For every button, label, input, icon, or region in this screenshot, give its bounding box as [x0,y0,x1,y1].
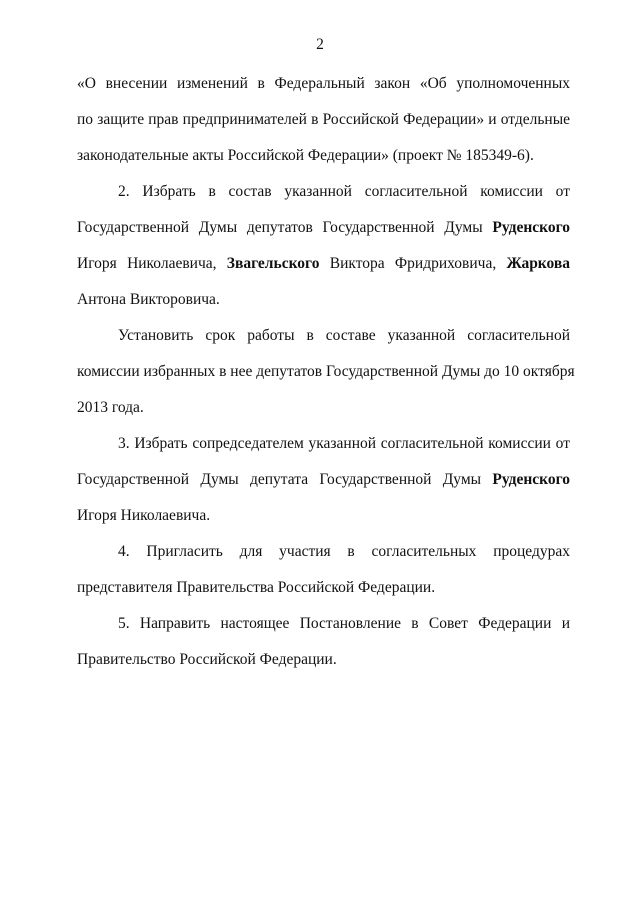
text-line: комиссии избранных в нее депутатов Государственной Думы до 10 октября [77,363,575,380]
deputy-surname: Руденского [492,219,571,236]
text-line: по защите прав предпринимателей в Российской Федерации» и отдельные [77,111,570,128]
deputy-surname: Руденского [492,471,571,488]
text-line: представителя Правительства Российской Федерации. [77,579,436,596]
paragraph-item-4 [77,534,570,606]
paragraph-item-2 [77,174,570,318]
text-line: 5. Направить настоящее Постановление в Совет Федерации и [118,615,570,632]
document-body [77,66,575,678]
text-line: Установить срок работы в составе указанной согласительной [118,327,570,344]
text-line: «О внесении изменений в Федеральный закон «Об уполномоченных [77,75,570,92]
text-line: законодательные акты Российской Федерации» (проект № 185349-6). [77,147,534,164]
deputy-surname: Жаркова [506,255,571,272]
paragraph-item-3 [77,426,570,534]
text-line: 2. Избрать в состав указанной согласительной комиссии от [118,183,570,200]
text-fragment: Государственной Думы депутата Государственной Думы [77,471,482,488]
text-line: Антона Викторовича. [77,291,220,308]
text-line [77,210,570,246]
paragraph-bill-title [77,66,570,174]
text-line: 4. Пригласить для участия в согласительных процедурах [118,543,570,560]
text-line: Правительство Российской Федерации. [77,651,337,668]
page-number: 2 [316,36,324,53]
text-line [77,462,570,498]
text-line: 2013 года. [77,399,144,416]
text-fragment: Виктора Фридриховича, [329,255,497,272]
text-line: Игоря Николаевича. [77,507,211,524]
paragraph-item-5 [77,606,570,678]
text-line [77,246,570,282]
text-fragment: Игоря Николаевича, [77,255,217,272]
paragraph-term [77,318,575,426]
deputy-surname: Звагельского [226,255,320,272]
text-fragment: Государственной Думы депутатов Государственной Думы [77,219,483,236]
text-line: 3. Избрать сопредседателем указанной согласительной комиссии от [118,435,570,452]
